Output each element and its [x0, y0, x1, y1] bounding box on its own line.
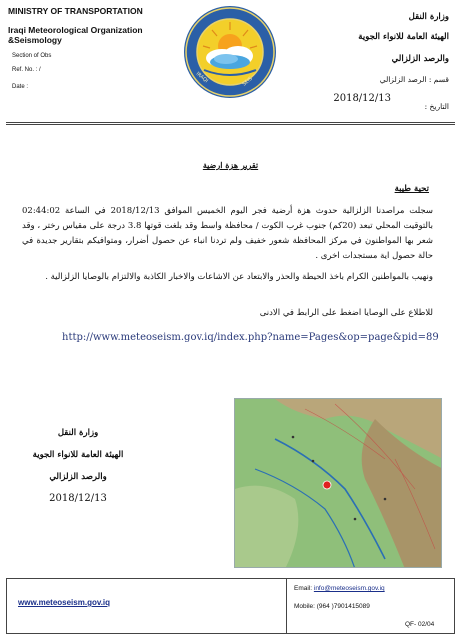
- map-icon: [235, 399, 442, 568]
- greeting: تحية طيبة: [394, 184, 429, 194]
- epicenter-map: [234, 398, 442, 568]
- epicenter-marker-icon: [323, 481, 331, 489]
- footer-mobile: Mobile: (964 )7901415089: [294, 603, 370, 610]
- division-ar: والرصد الزلزالي: [391, 54, 449, 64]
- report-paragraph-2: ونهيب بالمواطنين الكرام باخذ الحيطة والحذر والابتعاد عن الاشاعات والاخبار الكاذبة والالتزام بالوصايا الزلزالية .: [45, 272, 433, 282]
- seal-icon: [182, 4, 278, 100]
- footer-email: [294, 585, 385, 592]
- organization-en: Iraqi Meteorological Organization &Seismology: [8, 25, 143, 45]
- date-label-en: Date :: [12, 84, 29, 90]
- signature-block: [18, 422, 138, 510]
- signature-division: والرصد الزلزالي: [49, 472, 107, 482]
- header-date-value: 2018/12/13: [333, 93, 391, 104]
- report-title: تقرير هزة ارضية: [202, 160, 259, 170]
- svg-text:IRAQI: IRAQI: [194, 70, 209, 85]
- ministry-ar: وزارة النقل: [408, 12, 449, 22]
- advice-link[interactable]: http://www.meteoseism.gov.iq/index.php?name=Pages&op=page&pid=89: [62, 332, 439, 343]
- ref-no-en: Ref. No. : /: [12, 67, 41, 73]
- organization-logo: [182, 4, 278, 100]
- email-label: Email:: [294, 585, 313, 592]
- organization-ar: الهيئة العامة للانواء الجوية: [358, 32, 449, 42]
- footer-divider: [286, 578, 287, 634]
- signature-organization: الهيئة العامة للانواء الجوية: [32, 450, 124, 460]
- header-english: [8, 6, 188, 90]
- date-label-ar: التاريخ :: [424, 102, 449, 111]
- section-ar: قسم : الرصد الزلزالي: [379, 75, 449, 84]
- ministry-en: MINISTRY OF TRANSPORTATION: [8, 6, 143, 16]
- email-link[interactable]: info@meteoseism.gov.iq: [313, 585, 385, 592]
- signature-ministry: وزارة النقل: [57, 428, 99, 438]
- report-paragraph-1: سجلت مراصدنا الزلزالية حدوث هزة أرضية فجر اليوم الخميس الموافق 2018/12/13 في الساعة 02:44:02 بالتوقيت المحلي تبعد (20كم) جنوب غرب الكوت / محافظة واسط وقد بلغت قوتها 3.8 درجة على مقياس رختر ، وقد شعر بها المواطنون في مركز المحافظة شعور خفيف ولم تردنا انباء عن حصول أضرار، ومتوافيكم بتقارير جديدة في حالة حصول اية مستجدات اخرى .: [22, 206, 433, 261]
- section-en: Section of Obs: [12, 53, 52, 59]
- signature-date: 2018/12/13: [49, 493, 107, 504]
- footer-website-link[interactable]: www.meteoseism.gov.iq: [18, 598, 111, 607]
- form-code: QF- 02/04: [405, 621, 435, 628]
- svg-text:SEIS: SEIS: [241, 75, 254, 88]
- header-divider: [6, 122, 455, 125]
- report-paragraph-3: للاطلاع على الوصايا اضغط على الرابط في الادنى: [259, 308, 433, 318]
